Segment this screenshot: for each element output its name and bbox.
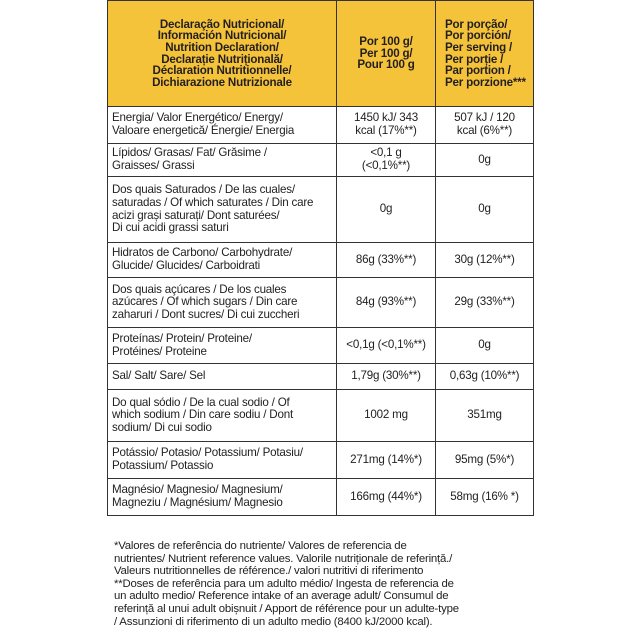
value-line: (<0,1%**) — [361, 159, 411, 172]
value-per-100g — [337, 107, 436, 144]
header-line: Per 100 g/ — [359, 46, 413, 60]
label-line: which sodium / Din care sodiu / Dont — [112, 408, 293, 422]
value-line: <0,1 g — [370, 146, 402, 160]
row-salt — [108, 364, 534, 390]
value-per-portion — [436, 278, 534, 328]
value-line: 0g — [478, 338, 491, 352]
value-line: 1002 mg — [364, 408, 408, 422]
footnote-line: nutrientes/ Nutrient reference values. Valorile nutriționale de referință./ — [114, 552, 453, 565]
header-line: Por porción/ — [445, 29, 511, 43]
value-line: 351mg — [467, 408, 502, 422]
footnote-line: **Doses de referência para um adulto médio/ Ingesta de referencia de — [114, 577, 454, 590]
value-line: 1,79g (30%**) — [351, 369, 421, 383]
header-per-portion — [436, 1, 534, 107]
value-line: 0g — [478, 202, 491, 216]
label-line: Graisses/ Grassi — [112, 159, 195, 172]
label-line: Dos quais Saturados / De las cuales/ — [112, 183, 295, 197]
value-per-100g — [337, 442, 436, 479]
label-line: Hidratos de Carbono/ Carbohydrate/ — [112, 246, 293, 260]
row-magnesium — [108, 479, 534, 516]
value-line: 95mg (5%*) — [454, 452, 515, 466]
value-per-portion — [436, 390, 534, 442]
value-line: 29g (33%**) — [454, 295, 515, 309]
row-fat — [108, 144, 534, 177]
value-per-portion — [436, 177, 534, 243]
row-protein — [108, 328, 534, 364]
header-line: Declarație Nutrițională/ — [161, 52, 283, 66]
header-line: Nutrition Declaration/ — [165, 40, 279, 54]
row-saturates — [108, 177, 534, 243]
label-line: Potássio/ Potasio/ Potassium/ Potasiu/ — [112, 446, 303, 460]
label-line: azúcares / Of which sugars / Din care — [112, 295, 298, 309]
nutrient-label — [108, 442, 337, 479]
nutrition-table — [107, 0, 534, 516]
value-per-portion — [436, 107, 534, 144]
label-line: Lípidos/ Grasas/ Fat/ Grăsime / — [112, 146, 267, 160]
value-per-portion — [436, 144, 534, 177]
label-line: Protéines/ Proteine — [112, 344, 207, 358]
value-per-portion — [436, 442, 534, 479]
label-line: Glucide/ Glucides/ Carboidrati — [112, 259, 261, 272]
value-per-100g — [337, 243, 436, 278]
label-line: saturadas / Of which saturates / Din care — [112, 195, 314, 209]
nutrient-label — [108, 328, 337, 364]
value-per-100g — [337, 278, 436, 328]
header-line: Per porție / — [445, 52, 504, 66]
nutrient-label — [108, 107, 337, 144]
value-per-portion — [436, 364, 534, 390]
label-line: Sal/ Salt/ Sare/ Sel — [112, 369, 206, 383]
nutrient-label — [108, 364, 337, 390]
label-line: sodium/ Di cui sodio — [112, 420, 212, 434]
header-per-100g — [337, 1, 436, 107]
value-line: 30g (12%**) — [454, 252, 515, 266]
header-line: Declaração Nutricional/ — [159, 17, 285, 31]
footnote-line: *Valores de referência do nutriente/ Valores de referencia de — [114, 540, 407, 552]
value-per-100g — [337, 177, 436, 243]
footnote-line: Valeurs nutritionnelles de référence./ valori nutritivi di riferimento — [114, 565, 424, 578]
row-potassium — [108, 442, 534, 479]
value-line: 0g — [379, 202, 393, 216]
label-line: Magneziu / Magnésium/ Magnesio — [112, 496, 283, 509]
nutrient-label — [108, 390, 337, 442]
header-line: Per porzione*** — [445, 75, 526, 89]
value-line: kcal (6%**) — [456, 124, 513, 137]
header-line: Información Nutricional/ — [157, 29, 287, 43]
label-line: Di cui acidi grassi saturi — [112, 221, 229, 235]
label-line: Dos quais açúcares / De los cuales — [112, 282, 287, 296]
value-line: 84g (93%**) — [355, 295, 417, 309]
header-line: Pour 100 g — [357, 58, 415, 72]
header-line: Por porção/ — [445, 17, 508, 31]
value-line: 166mg (44%*) — [350, 489, 422, 503]
label-line: Energia/ Valor Energético/ Energy/ — [112, 111, 283, 125]
nutrient-label — [108, 144, 337, 177]
label-line: Do qual sódio / De la cual sodio / Of — [112, 395, 290, 409]
label-line: acizi grași saturați/ Dont saturées/ — [112, 208, 280, 222]
label-line: Proteínas/ Protein/ Proteine/ — [112, 331, 252, 345]
value-line: kcal (17%**) — [355, 124, 417, 137]
footnote-line: referință al unui adult obișnuit / Apport de référence pour un adulte-type — [114, 602, 459, 615]
table-header-row — [108, 1, 534, 107]
value-line: 86g (33%**) — [355, 252, 417, 266]
value-line: 271mg (14%*) — [350, 452, 422, 466]
label-line: zaharuri / Dont sucres/ Di cui zuccheri — [112, 307, 300, 321]
value-per-portion — [436, 328, 534, 364]
nutrient-label — [108, 479, 337, 516]
value-per-100g — [337, 479, 436, 516]
value-per-100g — [337, 328, 436, 364]
value-line: <0,1g (<0,1%**) — [346, 338, 426, 352]
row-carbohydrate — [108, 243, 534, 278]
header-line: Per serving / — [445, 40, 512, 54]
value-per-portion — [436, 479, 534, 516]
header-line: Dichiarazione Nutrizionale — [152, 75, 292, 89]
footnotes — [114, 540, 538, 628]
nutrient-label — [108, 177, 337, 243]
nutrient-label — [108, 243, 337, 278]
header-line: Déclaration Nutritionnelle/ — [152, 64, 292, 78]
row-sodium — [108, 390, 534, 442]
value-per-100g — [337, 390, 436, 442]
value-per-100g — [337, 364, 436, 390]
header-line: Par portion / — [445, 64, 511, 78]
value-line: 1450 kJ/ 343 — [354, 111, 418, 125]
value-line: 0,63g (10%**) — [449, 369, 520, 383]
label-line: Potassium/ Potassio — [112, 459, 214, 472]
value-line: 58mg (16% *) — [450, 489, 519, 503]
row-energy — [108, 107, 534, 144]
value-per-100g — [337, 144, 436, 177]
value-per-portion — [436, 243, 534, 278]
nutrient-label — [108, 278, 337, 328]
value-line: 0g — [478, 152, 491, 166]
label-line: Magnésio/ Magnesio/ Magnesium/ — [112, 483, 283, 497]
label-line: Valoare energetică/ Énergie/ Energia — [112, 124, 295, 137]
footnote-line: un adulto medio/ Reference intake of an average adult/ Consumul de — [114, 590, 449, 603]
header-nutrient-declaration — [108, 1, 337, 107]
footnote-line: / Assunzioni di riferimento di un adulto medio (8400 kJ/2000 kcal). — [114, 615, 433, 628]
row-sugars — [108, 278, 534, 328]
header-line: Por 100 g/ — [359, 35, 413, 49]
value-line: 507 kJ / 120 — [454, 111, 515, 125]
